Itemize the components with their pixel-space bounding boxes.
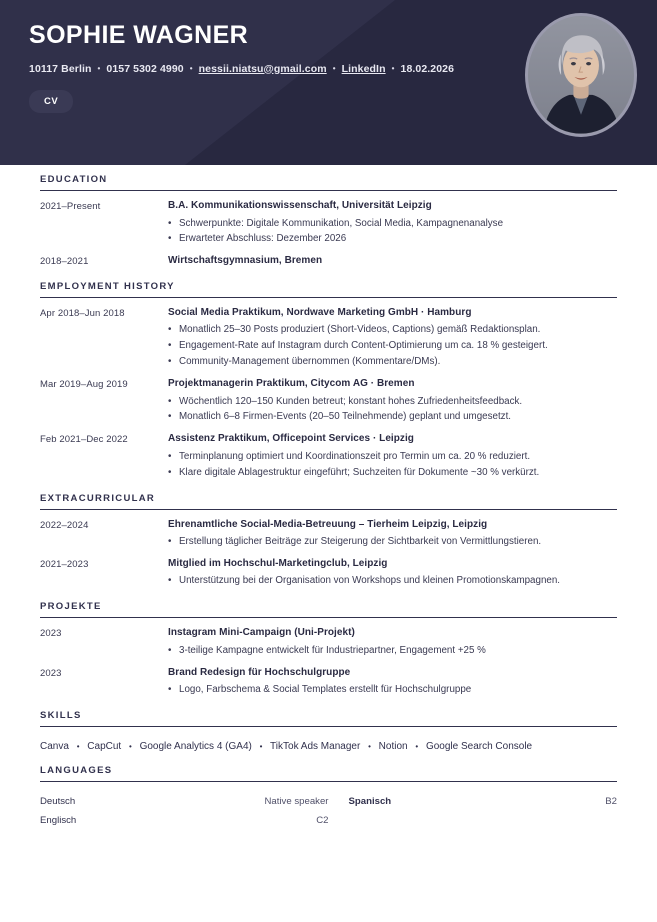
entry-date: 2023	[40, 667, 62, 679]
section-divider	[40, 190, 617, 191]
bullet-separator-icon: •	[189, 64, 193, 73]
section-divider	[40, 297, 617, 298]
entry-bullets	[168, 573, 617, 589]
entry-bullets	[168, 394, 617, 426]
entry-row	[40, 377, 617, 425]
languages-column-right	[329, 793, 618, 830]
page-title: SOPHIE WAGNER	[29, 21, 249, 49]
bullet-item: • Unterstützung bei der Organisation von Workshops und kleinen Promotionskampagnen.	[168, 573, 617, 589]
language-row	[349, 793, 618, 812]
entry-date: Mar 2019–Aug 2019	[40, 379, 128, 391]
entry-title: Ehrenamtliche Social-Media-Betreuung – Tierheim Leipzig, Leipzig	[168, 518, 488, 530]
entry-date: 2018–2021	[40, 256, 89, 268]
bullet-item: • Schwerpunkte: Digitale Kommunikation, Social Media, Kampagnenanalyse	[168, 216, 617, 232]
contact-date: 18.02.2026	[400, 62, 455, 75]
entry-body	[168, 666, 617, 698]
section-employment-history	[40, 281, 617, 481]
entry-body	[168, 377, 617, 425]
contact-address: 10117 Berlin	[29, 62, 92, 75]
section-languages	[40, 765, 617, 830]
language-name: Englisch	[40, 814, 77, 826]
section-divider	[40, 509, 617, 510]
bullet-item: • Community-Management übernommen (Kommentare/DMs).	[168, 354, 617, 370]
language-row	[40, 793, 329, 812]
bullet-separator-icon: •	[368, 741, 371, 751]
entry-row	[40, 199, 617, 247]
resume-body	[0, 165, 657, 830]
language-level: C2	[316, 814, 329, 826]
entry-date: Apr 2018–Jun 2018	[40, 307, 125, 319]
section-extracurricular	[40, 493, 617, 590]
language-level: B2	[605, 795, 617, 807]
bullet-item: • 3-teilige Kampagne entwickelt für Industriepartner, Engagement +25 %	[168, 643, 617, 659]
entry-bullets	[168, 216, 617, 248]
entry-body	[168, 518, 617, 550]
skill-item: Canva	[40, 740, 69, 752]
skill-item: CapCut	[87, 740, 122, 752]
skill-item: TikTok Ads Manager	[270, 740, 361, 752]
entry-body	[168, 557, 617, 589]
entry-date: 2022–2024	[40, 519, 89, 531]
entry-title: Wirtschaftsgymnasium, Bremen	[168, 255, 323, 267]
bullet-separator-icon: •	[259, 741, 263, 751]
entry-bullets	[168, 534, 617, 550]
entry-row	[40, 626, 617, 658]
entry-row	[40, 518, 617, 550]
entry-row	[40, 254, 617, 269]
entry-body	[168, 199, 617, 247]
language-level: Native speaker	[264, 795, 329, 807]
entry-title: Mitglied im Hochschul-Marketingclub, Leipzig	[168, 557, 388, 569]
profile-photo-illustration	[528, 16, 634, 134]
entry-title: Instagram Mini-Campaign (Uni-Projekt)	[168, 627, 355, 639]
entry-row	[40, 306, 617, 370]
entry-row	[40, 557, 617, 589]
contact-linkedin-link[interactable]: LinkedIn	[341, 62, 386, 75]
section-heading: SKILLS	[40, 709, 82, 721]
section-divider	[40, 617, 617, 618]
entry-body	[168, 432, 617, 480]
bullet-separator-icon: •	[415, 741, 419, 751]
section-projekte	[40, 601, 617, 698]
bullet-separator-icon: •	[97, 64, 101, 73]
section-heading: EXTRACURRICULAR	[40, 492, 156, 504]
language-row	[40, 812, 329, 831]
entry-bullets	[168, 643, 617, 659]
entry-title: Social Media Praktikum, Nordwave Marketing GmbH · Hamburg	[168, 306, 472, 318]
entry-date: 2021–2023	[40, 558, 89, 570]
entry-bullets	[168, 682, 617, 698]
section-education	[40, 174, 617, 269]
bullet-item: • Monatlich 6–8 Firmen-Events (20–50 Teilnehmende) geplant und umgesetzt.	[168, 409, 617, 425]
entry-date: 2023	[40, 628, 62, 640]
bullet-item: • Terminplanung optimiert und Koordinationszeit pro Termin um ca. 20 % reduziert.	[168, 449, 617, 465]
cv-badge: CV	[29, 90, 73, 113]
bullet-item: • Erstellung täglicher Beiträge zur Steigerung der Sichtbarkeit von Vermittlungstieren.	[168, 534, 617, 550]
bullet-item: • Erwarteter Abschluss: Dezember 2026	[168, 231, 617, 247]
entry-body	[168, 254, 617, 269]
entry-bullets	[168, 449, 617, 481]
bullet-item: • Engagement-Rate auf Instagram durch Content-Optimierung um ca. 18 % gesteigert.	[168, 338, 617, 354]
section-divider	[40, 781, 617, 782]
language-name: Deutsch	[40, 795, 76, 807]
bullet-item: • Wöchentlich 120–150 Kunden betreut; konstant hohes Zufriedenheitsfeedback.	[168, 394, 617, 410]
avatar	[525, 13, 637, 137]
bullet-item: • Klare digitale Ablagestruktur eingeführt; Suchzeiten für Dokumente ~30 % verkürzt.	[168, 465, 617, 481]
skill-item: Notion	[378, 740, 408, 752]
section-heading: LANGUAGES	[40, 764, 113, 776]
skill-item: Google Analytics 4 (GA4)	[139, 740, 252, 752]
resume-header	[0, 0, 657, 165]
languages-grid	[40, 790, 617, 830]
bullet-separator-icon: •	[128, 741, 132, 751]
entry-date: 2021–Present	[40, 201, 101, 212]
entry-row	[40, 666, 617, 698]
languages-column-left	[40, 793, 329, 830]
entry-bullets	[168, 322, 617, 370]
entry-title: Brand Redesign für Hochschulgruppe	[168, 666, 351, 678]
entry-title: Projektmanagerin Praktikum, Citycom AG · Bremen	[168, 378, 415, 390]
entry-body	[168, 626, 617, 658]
bullet-item: • Monatlich 25–30 Posts produziert (Short-Videos, Captions) gemäß Redaktionsplan.	[168, 322, 617, 338]
bullet-separator-icon: •	[391, 64, 395, 73]
skill-item: Google Search Console	[425, 740, 533, 752]
entry-date: Feb 2021–Dec 2022	[40, 434, 128, 446]
language-name: Spanisch	[348, 795, 392, 807]
section-heading: PROJEKTE	[40, 601, 102, 613]
section-divider	[40, 726, 617, 727]
bullet-item: • Logo, Farbschema & Social Templates erstellt für Hochschulgruppe	[168, 682, 617, 698]
section-heading: EMPLOYMENT HISTORY	[40, 280, 175, 292]
skills-list	[40, 735, 617, 765]
section-heading: EDUCATION	[40, 174, 108, 185]
contact-email-link[interactable]: nessii.niatsu@gmail.com	[198, 62, 327, 75]
bullet-separator-icon: •	[332, 64, 336, 73]
contact-phone: 0157 5302 4990	[106, 62, 184, 75]
bullet-separator-icon: •	[76, 741, 80, 751]
entry-title: B.A. Kommunikationswissenschaft, Universität Leipzig	[168, 200, 432, 211]
entry-title: Assistenz Praktikum, Officepoint Services · Leipzig	[168, 433, 414, 445]
entry-row	[40, 432, 617, 480]
section-skills	[40, 710, 617, 765]
entry-body	[168, 306, 617, 370]
